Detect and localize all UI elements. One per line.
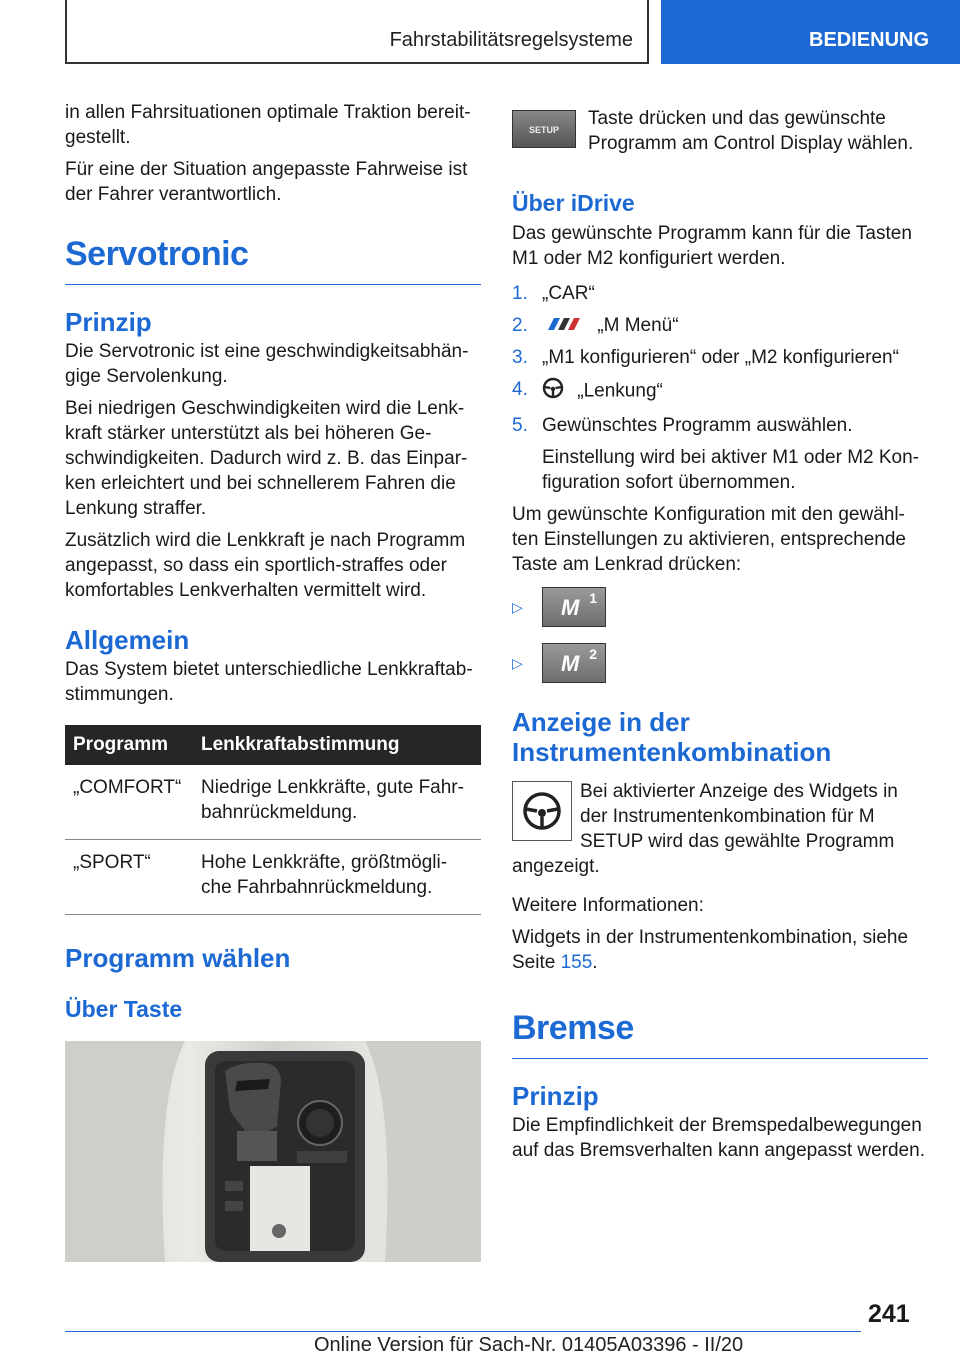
table-header-programm: Programm	[65, 725, 193, 765]
header-chapter-title: BEDIENUNG	[809, 29, 930, 51]
header-section-box	[65, 0, 649, 64]
header-chapter-tab[interactable]	[661, 0, 960, 64]
table-cell: Hohe Lenkkräfte, größtmögli-che Fahrbahnrückmeldung.	[193, 840, 481, 915]
center-console-photo	[65, 1041, 481, 1262]
allgemein-paragraph: Das System bietet unterschiedliche Lenkkraftab-stimmungen.	[65, 659, 473, 705]
page-link-155[interactable]: 155	[560, 952, 593, 974]
heading-allgemein: Allgemein	[65, 625, 190, 655]
anzeige-block	[512, 779, 928, 879]
list-item	[512, 281, 928, 306]
table-header-lenkkraft: Lenkkraftabstimmung	[193, 725, 481, 765]
steering-programs-table	[65, 725, 481, 915]
step-number: 1.	[512, 283, 528, 304]
m2-button-row	[512, 643, 928, 683]
table-row	[65, 840, 481, 915]
prinzip-paragraph-2: Bei niedrigen Geschwindigkeiten wird die Lenk-kraft stärker unterstützt als bei höheren Ge-schwindigkeiten. Dadurch wird z. B. das Einpar-ken erleichtert und bei schnellerem Fahren die Lenkung straffer.	[65, 398, 468, 519]
intro-paragraph-1: in allen Fahrsituationen optimale Traktion bereit-gestellt.	[65, 102, 471, 148]
heading-anzeige: Anzeige in der Instrumentenkombination	[512, 707, 832, 768]
anzeige-paragraph: Bei aktivierter Anzeige des Widgets in der Instrumentenkombination für M SETUP wird das gewählte Programm angezeigt.	[512, 781, 898, 878]
step-text: „CAR“	[542, 283, 595, 304]
m1-button-row	[512, 587, 928, 627]
heading-bremse: Bremse	[512, 1009, 928, 1059]
heading-servotronic: Servotronic	[65, 235, 481, 285]
list-item	[512, 345, 928, 370]
step-number: 5.	[512, 415, 528, 437]
list-item	[512, 377, 928, 406]
prinzip-paragraph-3: Zusätzlich wird die Lenkkraft je nach Programm angepasst, so dass ein sportlich-straffes oder komfortables Lenkverhalten vermittelt wird.	[65, 530, 466, 601]
table-header-row	[65, 725, 481, 765]
list-item	[512, 313, 928, 338]
m2-key-icon	[542, 643, 606, 683]
bullet-triangle-icon: ▷	[512, 598, 523, 615]
list-item	[512, 413, 928, 438]
m2-key-letter: M	[561, 651, 580, 677]
steering-wheel-display-icon	[512, 781, 572, 841]
m1-key-letter: M	[561, 595, 580, 621]
idrive-steps-list	[512, 281, 928, 438]
heading-ueber-idrive: Über iDrive	[512, 190, 635, 216]
bremse-paragraph: Die Empfindlichkeit der Bremspedalbewegungen auf das Bremsverhalten kann angepasst werden.	[512, 1115, 925, 1162]
setup-row	[512, 106, 928, 163]
center-console-illustration	[65, 1041, 481, 1262]
bullet-triangle-icon: ▷	[512, 654, 523, 671]
table-cell: „COMFORT“	[65, 765, 193, 840]
intro-paragraph-2: Für eine der Situation angepasste Fahrweise ist der Fahrer verantwortlich.	[65, 159, 468, 205]
footer-divider	[65, 1331, 861, 1332]
widgets-reference: Widgets in der Instrumentenkombination, siehe Seite 155.	[512, 927, 909, 974]
step-number: 3.	[512, 347, 528, 369]
table-cell: „SPORT“	[65, 840, 193, 915]
page-number: 241	[868, 1300, 910, 1328]
left-column	[65, 100, 481, 1262]
step-number: 4.	[512, 379, 528, 401]
step-number: 2.	[512, 315, 528, 336]
heading-programm-waehlen: Programm wählen	[65, 943, 291, 973]
weitere-info-label: Weitere Informationen:	[512, 895, 704, 917]
setup-text: Taste drücken und das gewünschte Programm am Control Display wählen.	[588, 108, 914, 154]
konfig-paragraph: Um gewünschte Konfiguration mit den gewähl-ten Einstellungen zu aktivieren, entsprechende Taste am Lenkrad drücken:	[512, 504, 906, 576]
setup-key-icon: SETUP	[512, 110, 576, 148]
m1-key-number: 1	[589, 590, 597, 607]
step5-note: Einstellung wird bei aktiver M1 oder M2 Kon-figuration sofort übernommen.	[542, 447, 920, 494]
table-row	[65, 765, 481, 840]
heading-prinzip: Prinzip	[65, 307, 152, 337]
step-text: „M Menü“	[597, 315, 679, 336]
footer-online-version: Online Version für Sach-Nr. 01405A03396 - II/20	[314, 1334, 744, 1356]
m2-key-number: 2	[589, 646, 597, 663]
prinzip-paragraph-1: Die Servotronic ist eine geschwindigkeitsabhän-gige Servolenkung.	[65, 341, 469, 387]
idrive-paragraph: Das gewünschte Programm kann für die Tasten M1 oder M2 konfiguriert werden.	[512, 223, 912, 269]
step-text: Gewünschtes Programm auswählen.	[542, 415, 853, 437]
table-cell: Niedrige Lenkkräfte, gute Fahr-bahnrückmeldung.	[193, 765, 481, 840]
right-column	[512, 106, 928, 1170]
m-stripes-icon	[542, 313, 582, 338]
header-section-title: Fahrstabilitätsregelsysteme	[389, 29, 633, 51]
m1-key-icon	[542, 587, 606, 627]
step-text: „M1 konfigurieren“ oder „M2 konfigurieren“	[542, 347, 899, 369]
heading-ueber-taste: Über Taste	[65, 996, 183, 1022]
heading-bremse-prinzip: Prinzip	[512, 1081, 599, 1112]
step-text: „Lenkung“	[577, 381, 663, 402]
steering-wheel-icon	[542, 377, 564, 406]
widgets-reference-text: Widgets in der Instrumentenkombination, siehe Seite	[512, 927, 909, 974]
